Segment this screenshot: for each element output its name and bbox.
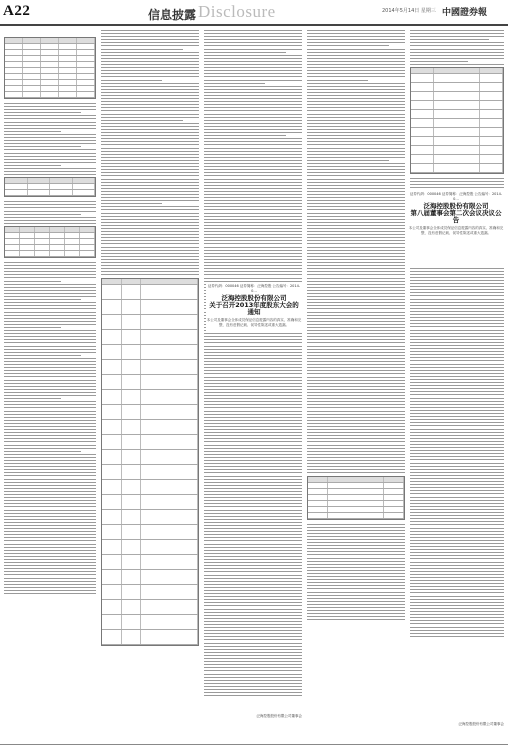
notice-company: 泛海控股股份有限公司 bbox=[221, 294, 287, 302]
notice-title: 关于召开2013年度股东大会的通知 bbox=[209, 301, 299, 316]
header-rule bbox=[0, 24, 508, 26]
issue-date: 2014年5月14日 星期三 bbox=[382, 8, 436, 14]
column-3 bbox=[204, 30, 302, 742]
column-5 bbox=[410, 30, 504, 742]
article-text bbox=[4, 103, 96, 175]
notice-preamble: 本公司及董事会全体成员保证信息披露内容的真实、准确和完整，没有虚假记载、误导性陈述或重大遗漏。 bbox=[408, 226, 504, 235]
signature-col3: 泛海控股股份有限公司董事会 bbox=[256, 714, 302, 718]
notice-board-resolution bbox=[408, 190, 504, 240]
footer-rule bbox=[0, 744, 508, 745]
data-table bbox=[4, 226, 96, 258]
column-4 bbox=[307, 30, 405, 742]
section-title: 信息披露 bbox=[148, 8, 197, 22]
article-text bbox=[4, 262, 96, 594]
data-table bbox=[4, 177, 96, 197]
article-text bbox=[307, 30, 405, 473]
article-text bbox=[307, 524, 405, 621]
masthead bbox=[0, 0, 508, 26]
notice-title: 第八届董事会第二次会议决议公告 bbox=[410, 209, 502, 224]
notice-code-line: 证券代码：000046 证券简称：泛海控股 公告编号：2014-0… bbox=[207, 284, 301, 293]
data-table bbox=[4, 37, 96, 99]
column-2 bbox=[101, 30, 199, 742]
signature-col5: 泛海控股股份有限公司董事会 bbox=[458, 722, 504, 726]
article-text bbox=[410, 30, 504, 65]
section-title-en: Disclosure bbox=[198, 2, 276, 21]
data-table bbox=[307, 476, 405, 520]
notice-code-line: 证券代码：000046 证券简称：泛海控股 公告编号：2014-0… bbox=[409, 192, 503, 201]
notice-agm bbox=[206, 282, 302, 332]
page-number: A22 bbox=[3, 3, 31, 19]
table-caption bbox=[4, 30, 96, 35]
notice-preamble: 本公司及董事会全体成员保证信息披露内容的真实、准确和完整，没有虚假记载、误导性陈述或重大遗漏。 bbox=[206, 318, 302, 327]
data-table bbox=[101, 278, 199, 646]
newspaper-logo: 中國證券報 bbox=[442, 8, 488, 18]
data-table bbox=[410, 67, 504, 174]
article-text bbox=[410, 268, 504, 637]
column-1 bbox=[4, 30, 96, 742]
article-text bbox=[204, 30, 302, 696]
article-text bbox=[4, 201, 96, 224]
article-text bbox=[101, 30, 199, 275]
notice-company: 泛海控股股份有限公司 bbox=[423, 202, 489, 210]
